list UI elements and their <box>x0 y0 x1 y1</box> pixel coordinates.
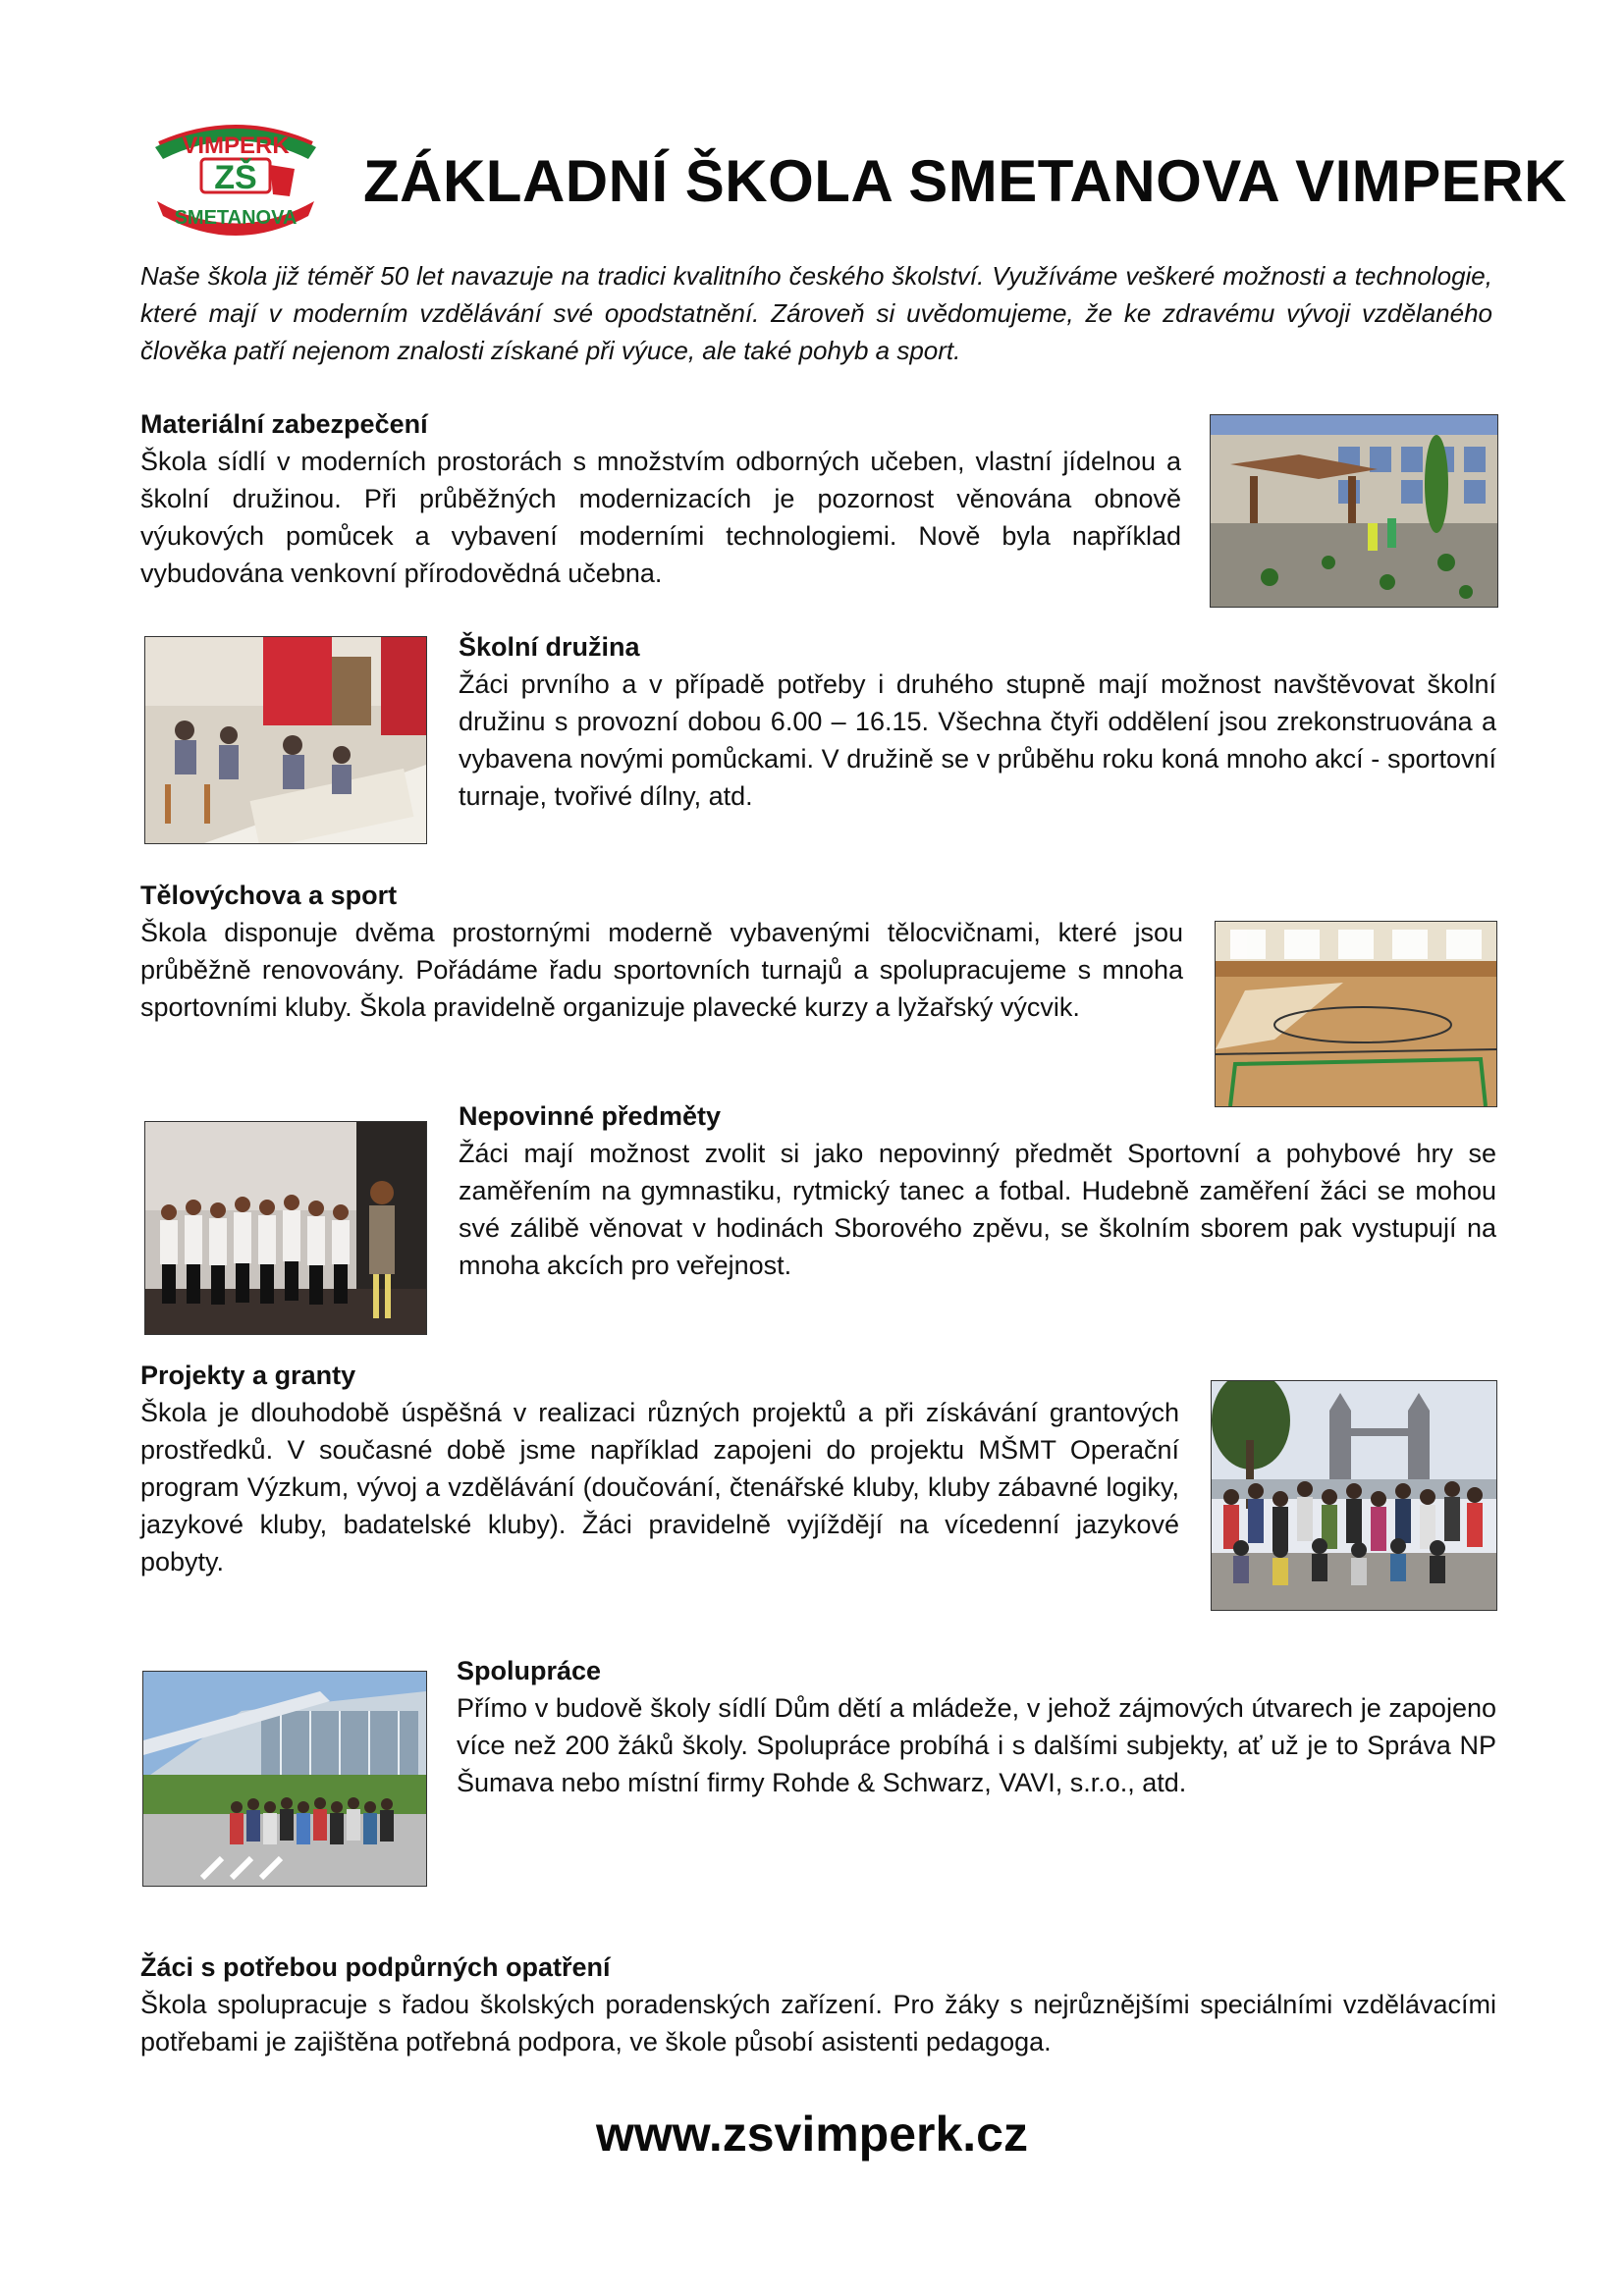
section-projects <box>140 1357 1179 1580</box>
section-cooperation <box>457 1652 1496 1801</box>
photo-school-club <box>144 636 427 844</box>
section-heading: Materiální zabezpečení <box>140 409 428 439</box>
photo-choir <box>144 1121 427 1335</box>
section-optional-subjects <box>459 1097 1496 1284</box>
section-special-needs <box>140 1949 1496 2060</box>
section-text: Škola spolupracuje s řadou školských poradenských zařízení. Pro žáky s nejrůznějšími speciálními vzdělávacími potřebami je zajištěna potřebná podpora, ve škole působí asistenti pedagoga. <box>140 1990 1496 2056</box>
section-heading: Spolupráce <box>457 1656 602 1685</box>
section-club <box>459 628 1496 815</box>
section-heading: Projekty a granty <box>140 1361 356 1390</box>
page-title: ZÁKLADNÍ ŠKOLA SMETANOVA VIMPERK <box>363 148 1567 214</box>
school-logo <box>147 108 324 245</box>
photo-cooperation <box>142 1671 427 1887</box>
section-text: Žáci prvního a v případě potřeby i druhého stupně mají možnost navštěvovat školní družinu s provozní dobou 6.00 – 16.15. Všechna čtyři oddělení jsou zrekonstruována a vybavena novými pomůckami. V družině se v průběhu roku koná mnoho akcí - sportovní turnaje, tvořivé dílny, atd. <box>459 669 1496 811</box>
photo-london-trip <box>1211 1380 1497 1611</box>
intro-paragraph: Naše škola již téměř 50 let navazuje na tradici kvalitního českého školství. Využíváme veškeré možnosti a technologie, které mají v moderním vzdělávání své opodstatnění. Zároveň si uvědomujeme, že ke zdravému vývoji vzdělaného člověka patří nejenom znalosti získané při výuce, ale také pohyb a sport. <box>140 261 1492 365</box>
section-heading: Školní družina <box>459 632 640 662</box>
photo-gym <box>1215 921 1497 1107</box>
section-text: Přímo v budově školy sídlí Dům dětí a mládeže, v jehož zájmových útvarech je zapojeno více než 200 žáků školy. Spolupráce probíhá i s dalšími subjekty, ať už je to Správa NP Šumava nebo místní firmy Rohde & Schwarz, VAVI, s.r.o., atd. <box>457 1693 1496 1797</box>
section-material <box>140 405 1181 592</box>
logo-top-text: VIMPERK <box>182 133 290 159</box>
section-text: Žáci mají možnost zvolit si jako nepovinný předmět Sportovní a pohybové hry se zaměřením na gymnastiku, rytmický tanec a fotbal. Hudebně zaměření žáci se mohou své zálibě věnovat v hodinách Sborového zpěvu, se školním sborem pak vystupují na mnoha akcích pro veřejnost. <box>459 1139 1496 1280</box>
section-text: Škola disponuje dvěma prostornými moderně vybavenými tělocvičnami, které jsou průběžně renovovány. Pořádáme řadu sportovních turnajů a spolupracujeme s mnoha sportovními kluby. Škola pravidelně organizuje plavecké kurzy a lyžařský výcvik. <box>140 918 1183 1022</box>
section-heading: Tělovýchova a sport <box>140 881 398 910</box>
logo-mid-text: ZŠ <box>214 159 257 196</box>
section-sport <box>140 877 1183 1026</box>
logo-bottom-text: SMETANOVA <box>174 207 298 229</box>
section-heading: Nepovinné předměty <box>459 1101 722 1131</box>
website-link[interactable]: www.zsvimperk.cz <box>596 2107 1028 2162</box>
section-text: Škola sídlí v moderních prostorách s množstvím odborných učeben, vlastní jídelnou a školní družinou. Při průběžných modernizacích je pozornost věnována obnově výukových pomůcek a vybavení moderními technologiemi. Nově byla například vybudována venkovní přírodovědná učebna. <box>140 447 1181 588</box>
section-heading: Žáci s potřebou podpůrných opatření <box>140 1952 611 1982</box>
section-text: Škola je dlouhodobě úspěšná v realizaci různých projektů a při získávání grantových prostředků. V současné době jsme například zapojeni do projektu MŠMT Operační program Výzkum, vývoj a vzdělávání (doučování, čtenářské kluby, kluby zábavné logiky, jazykové kluby, badatelské kluby). Žáci pravidelně vyjíždějí na vícedenní jazykové pobyty. <box>140 1398 1179 1576</box>
photo-outdoor-classroom <box>1210 414 1498 608</box>
